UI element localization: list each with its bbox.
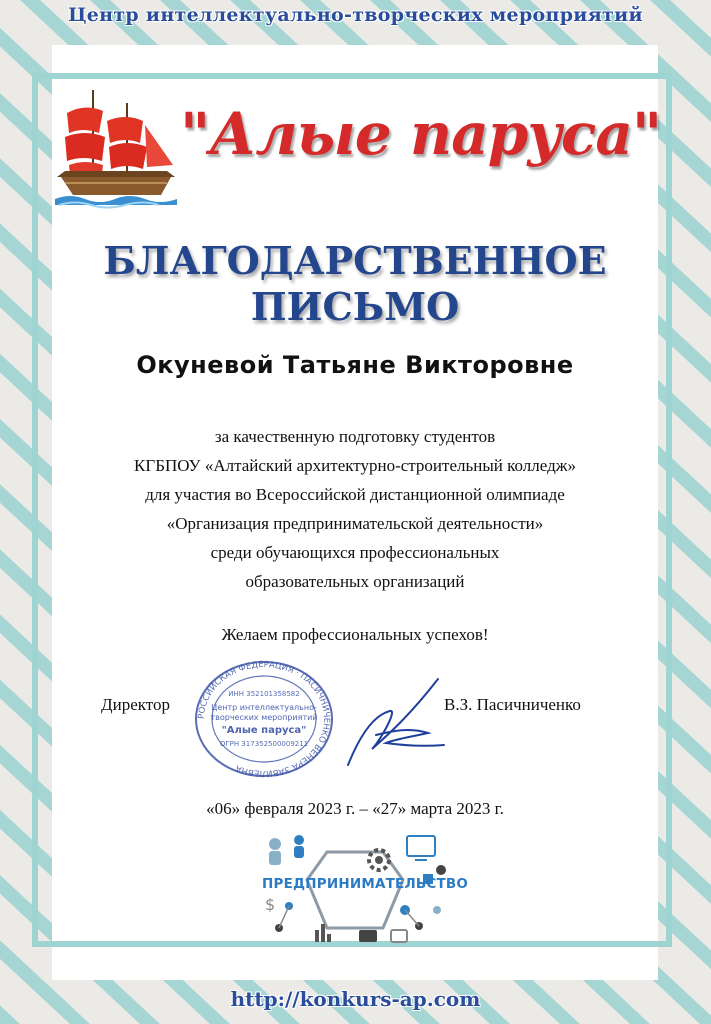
body-line: среди обучающихся профессиональных <box>210 543 500 562</box>
sailing-ship-icon <box>55 85 177 215</box>
competition-title: "Алые паруса" <box>180 100 662 168</box>
svg-text:$: $ <box>265 895 276 914</box>
body-line: «Организация предпринимательской деятельности» <box>166 514 544 533</box>
document-title-line2: ПИСЬМО <box>250 284 460 329</box>
body-line: образовательных организаций <box>245 572 465 591</box>
event-dates: «06» февраля 2023 г. – «27» марта 2023 г. <box>206 799 504 818</box>
organization-header: Центр интеллектуально-творческих мероприятий <box>68 4 643 26</box>
stamp-ogrn: ОГРН 317352500009211 <box>219 740 309 748</box>
official-stamp <box>193 660 335 778</box>
website-url[interactable]: http://konkurs-ap.com <box>230 987 481 1011</box>
stamp-line3: "Алые паруса" <box>221 725 307 736</box>
signer-name: В.З. Пасичниченко <box>444 695 581 714</box>
signer-role: Директор <box>101 695 170 714</box>
stamp-inn: ИНН 352101358582 <box>228 690 300 698</box>
stamp-line2: творческих мероприятий <box>210 713 318 722</box>
body-line: КГБПОУ «Алтайский архитектурно-строительный колледж» <box>134 456 576 475</box>
document-title-line1: БЛАГОДАРСТВЕННОЕ <box>103 238 607 283</box>
wish-text: Желаем профессиональных успехов! <box>221 625 489 644</box>
entrepreneurship-label: ПРЕДПРИНИМАТЕЛЬСТВО <box>262 876 469 892</box>
stamp-line1: Центр интеллектуально- <box>211 703 317 712</box>
body-line: для участия во Всероссийской дистанционной олимпиаде <box>145 485 565 504</box>
body-line: за качественную подготовку студентов <box>214 427 496 446</box>
signature-mark <box>340 675 450 773</box>
stamp-outer-text: РОССИЙСКАЯ ФЕДЕРАЦИЯ · ПАСИЧНИЧЕНКО ВЕНЕРА ЗАВИЛЕВНА <box>196 660 332 778</box>
certificate-body <box>52 422 658 596</box>
recipient-name: Окуневой Татьяне Викторовне <box>136 351 574 379</box>
